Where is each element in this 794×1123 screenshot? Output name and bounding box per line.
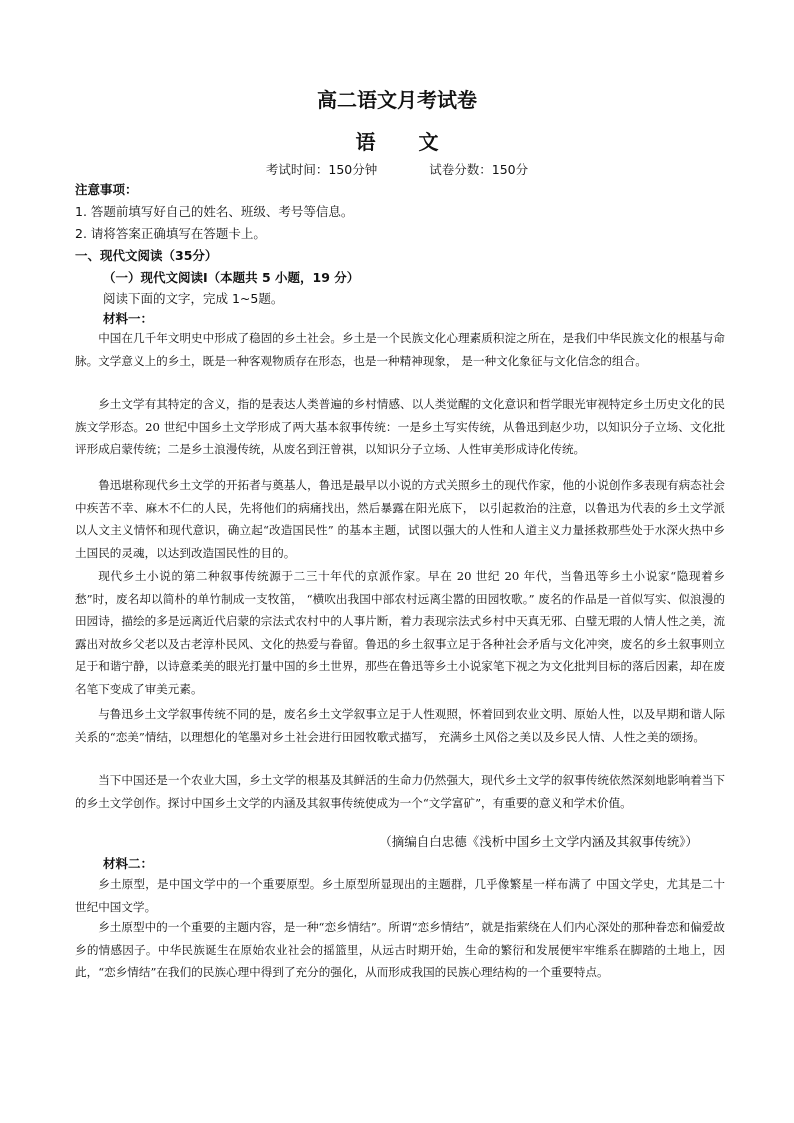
material-2-paragraph: 乡土原型中的一个重要的主题内容，是一种“恋乡情结”。所谓“恋乡情结”，就是指萦绕在人们内心深处的那种眷恋和偏爱故乡的情感因子。中华民族诞生在原始农业社会的摇篮里，从远古时期开始，生命的繁衍和发展便牢牢维系在脚踏的土地上，因此，“恋乡情结”在我们的民族心理中得到了充分的强化，从而形成我国的民族心理结构的一个重要特点。 [75,920,725,979]
subject-title: 语 文 [355,130,457,154]
material-1-paragraph: 现代乡土小说的第二种叙事传统源于二三十年代的京派作家。早在 20 世纪 20 年代，当鲁迅等乡土小说家“隐现着乡愁”时，废名却以简朴的单竹制成一支牧笛， “横吹出我国中部农村远离尘嚣的田园牧歌。” 废名的作品是一首似写实、似浪漫的田园诗，描绘的多是远离近代启蒙的宗法式农村中的人事片断，着力表现宗法式乡村中天真无邪、白璧无瑕的人情人性之美，流露出对故乡父老以及古老淳朴民风、文化的热爱与眷留。鲁迅的乡土叙事立足于各种社会矛盾与文化冲突，废名的乡土叙事则立足于和谐宁静，以诗意柔美的眼光打量中国的乡土世界，那些在鲁迅等乡土小说家笔下视之为文化批判目标的落后因素，却在废名笔下变成了审美元素。 [75,569,725,696]
exam-title: 高二语文月考试卷 [317,88,477,112]
material-1-paragraph: 乡土文学有其特定的含义，指的是表达人类普遍的乡村情感、以人类觉醒的文化意识和哲学眼光审视特定乡土历史文化的民族文学形态。20 世纪中国乡土文学形成了两大基本叙事传统：一是乡土写实传统，从鲁迅到赵少功，以知识分子立场、文化批评形成启蒙传统；二是乡土浪漫传统，从废名到汪曾祺，以知识分子立场、人性审美形成诗化传统。 [75,397,725,456]
exam-score: 试卷分数：150分 [429,162,529,177]
material-2-label: 材料二： [103,856,154,871]
section-heading: 一、现代文阅读（35分） [75,248,218,263]
reading-instruction: 阅读下面的文字，完成 1~5题。 [103,291,284,306]
material-1-paragraph: 中国在几千年文明史中形成了稳固的乡土社会。乡土是一个民族文化心理素质积淀之所在，是我们中华民族文化的根基与命脉。文学意义上的乡土，既是一种客观物质存在形态，也是一种精神现象， 是一种文化象征与文化信念的组合。 [75,331,725,368]
material-1-paragraph: 当下中国还是一个农业大国，乡土文学的根基及其鲜活的生命力仍然强大，现代乡土文学的叙事传统依然深刻地影响着当下的乡土文学创作。探讨中国乡土文学的内涵及其叙事传统使成为一个“文学富矿”，有重要的意义和学术价值。 [75,773,725,810]
material-2-paragraph: 乡土原型，是中国文学中的一个重要原型。乡土原型所显现出的主题群，几乎像繁星一样布满了 中国文学史，尤其是二十世纪中国文学。 [75,877,725,914]
notice-item-1: 1. 答题前填写好自己的姓名、班级、考号等信息。 [75,204,354,219]
material-1-paragraph: 与鲁迅乡土文学叙事传统不同的是，废名乡土文学叙事立足于人性观照，怀着回到农业文明、原始人性，以及早期和谐人际关系的“恋美”情结，以理想化的笔墨对乡土社会进行田园牧歌式描写， 充满乡土风俗之美以及乡民人情、人性之美的颂扬。 [75,707,725,744]
exam-time: 考试时间：150分钟 [265,162,378,177]
exam-meta [0,160,794,178]
material-1-paragraph: 鲁迅堪称现代乡土文学的开拓者与奠基人，鲁迅是最早以小说的方式关照乡土的现代作家，他的小说创作多表现有病态社会中疾苦不幸、麻木不仁的人民，先将他们的病痛找出，然后暴露在阳光底下， 以引起救治的注意，以鲁迅为代表的乡土文学派以人文主义情怀和现代意识，确立起“改造国民性” 的基本主题，试图以强大的人性和人道主义力量拯救那些处于水深火热中乡土国民的灵魂，以达到改造国民性的目的。 [75,478,725,560]
notice-heading: 注意事项： [75,182,138,197]
material-1-label: 材料一： [103,311,154,326]
notice-item-2: 2. 请将答案正确填写在答题卡上。 [75,226,266,241]
subsection-heading: （一）现代文阅读Ⅰ（本题共 5 小题，19 分） [103,270,360,285]
material-1-source: （摘编自白忠德《浅析中国乡土文学内涵及其叙事传统》） [379,834,698,849]
